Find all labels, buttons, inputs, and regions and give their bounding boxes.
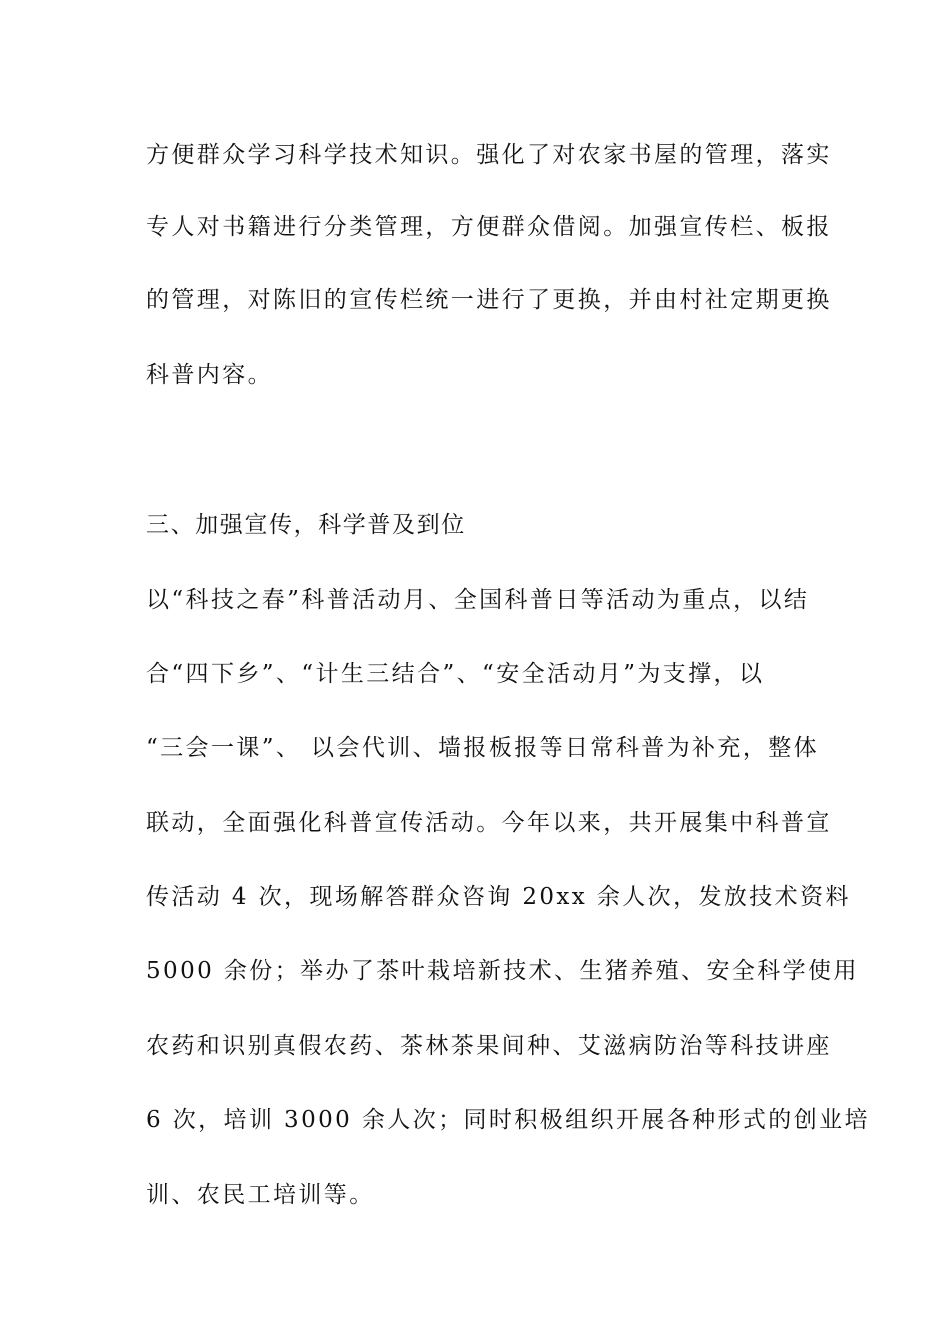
paragraph-line: 6 次，培训 3000 余人次；同时积极组织开展各种形式的创业培 [146,1107,870,1133]
paragraph-line: 的管理，对陈旧的宣传栏统一进行了更换，并由村社定期更换 [146,287,832,313]
paragraph-line: 5000 余份；举办了茶叶栽培新技术、生猪养殖、安全科学使用 [146,958,859,984]
paragraph-line: 方便群众学习科学技术知识。强化了对农家书屋的管理，落实 [146,142,832,168]
paragraph-line: 专人对书籍进行分类管理，方便群众借阅。加强宣传栏、板报 [146,214,832,240]
paragraph-line: 联动，全面强化科普宣传活动。今年以来，共开展集中科普宣 [146,810,832,836]
paragraph-line: 训、农民工培训等。 [146,1182,375,1208]
paragraph-line: 农药和识别真假农药、茶林茶果间种、艾滋病防治等科技讲座 [146,1033,832,1059]
paragraph-line: 科普内容。 [146,362,273,388]
paragraph-line: 合“四下乡”、“计生三结合”、“安全活动月”为支撑，以 [146,661,765,687]
paragraph-line: “三会一课”、 以会代训、墙报板报等日常科普为补充，整体 [146,735,820,761]
section-heading: 三、加强宣传，科学普及到位 [146,512,466,538]
paragraph-line: 传活动 4 次，现场解答群众咨询 20xx 余人次，发放技术资料 [146,884,851,910]
paragraph-line: 以“科技之春”科普活动月、全国科普日等活动为重点，以结 [146,587,810,613]
